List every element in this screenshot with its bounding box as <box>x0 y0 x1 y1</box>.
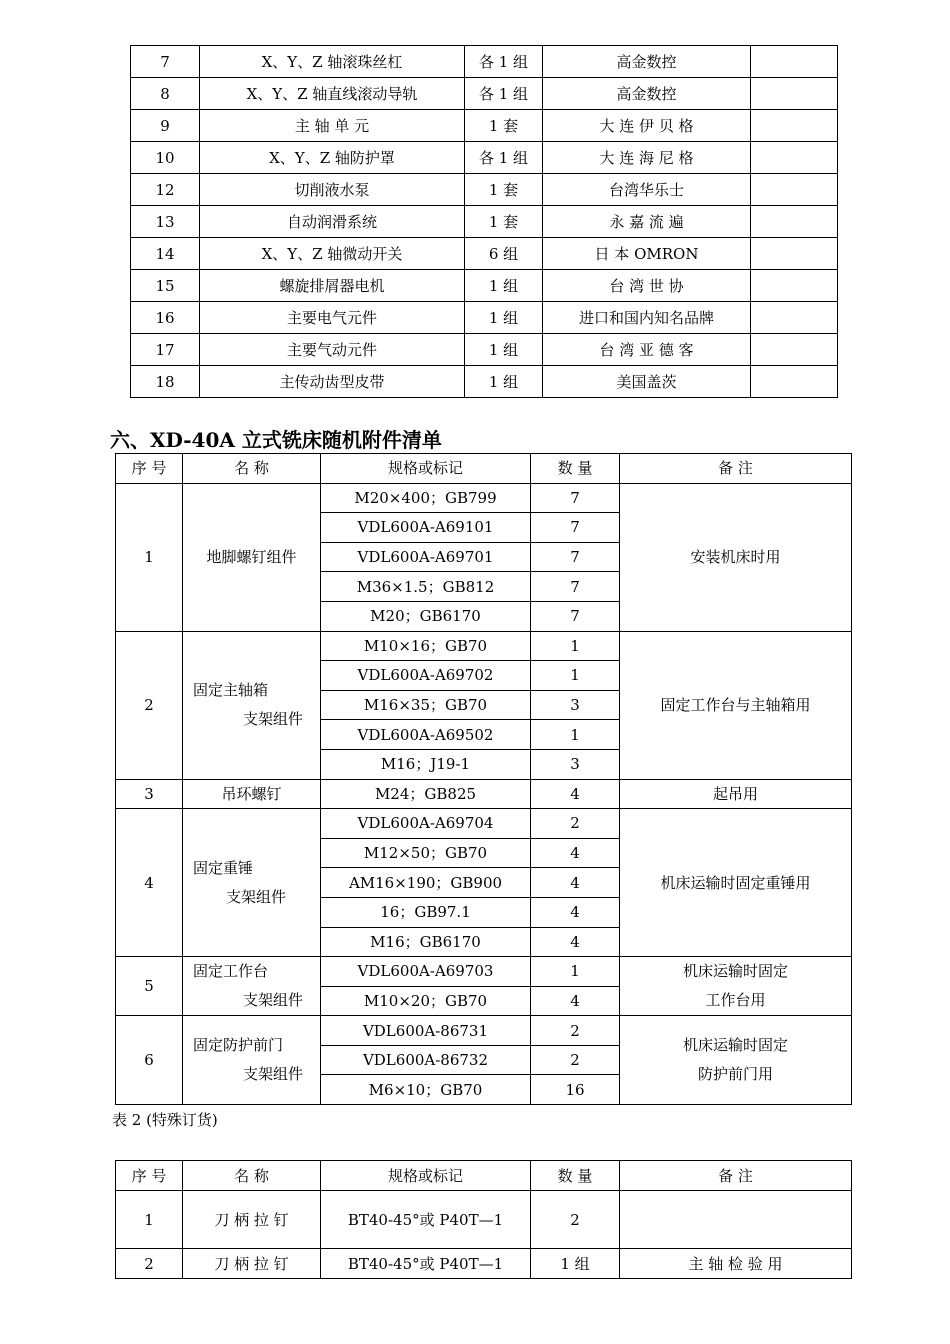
row-name: 主要电气元件 <box>200 302 465 334</box>
row-no: 14 <box>131 238 200 270</box>
group-note <box>620 631 852 779</box>
row-spec: M24；GB825 <box>321 779 531 809</box>
group-name <box>183 631 321 779</box>
row-qty: 2 <box>531 809 620 839</box>
row-qty: 1 <box>531 957 620 987</box>
row-qty: 1 组 <box>531 1249 620 1279</box>
row-remark <box>751 142 838 174</box>
row-note: 主 轴 检 验 用 <box>620 1249 852 1279</box>
row-remark <box>751 46 838 78</box>
row-name: 切削液水泵 <box>200 174 465 206</box>
group-name-line2: 支架组件 <box>243 991 304 1010</box>
row-spec: BT40-45°或 P40T—1 <box>321 1191 531 1249</box>
row-qty: 1 组 <box>465 270 543 302</box>
row-spec: VDL600A-86731 <box>321 1016 531 1046</box>
row-name: 主 轴 单 元 <box>200 110 465 142</box>
row-qty: 1 <box>531 631 620 661</box>
row-qty: 1 组 <box>465 302 543 334</box>
parts-table-body <box>131 46 838 398</box>
row-spec: BT40-45°或 P40T—1 <box>321 1249 531 1279</box>
table-row <box>131 270 838 302</box>
row-qty: 7 <box>531 513 620 543</box>
group-name-line1: 固定工作台 <box>193 962 269 981</box>
row-brand: 美国盖茨 <box>543 366 751 398</box>
group-no: 6 <box>116 1016 183 1105</box>
table-row <box>131 174 838 206</box>
group-name-line1: 吊环螺钉 <box>221 784 282 803</box>
row-no: 13 <box>131 206 200 238</box>
group-name-line1: 固定重锤 <box>193 858 254 877</box>
row-name: X、Y、Z 轴直线滚动导轨 <box>200 78 465 110</box>
row-qty: 1 组 <box>465 334 543 366</box>
row-qty: 6 组 <box>465 238 543 270</box>
table-row <box>116 1249 852 1279</box>
table-row <box>131 334 838 366</box>
group-name <box>183 779 321 809</box>
table-row <box>131 302 838 334</box>
special-order-table <box>115 1160 852 1279</box>
header-spec: 规格或标记 <box>321 1161 531 1191</box>
header-note: 备 注 <box>620 1161 852 1191</box>
section-heading: 六、XD-40A 立式铣床随机附件清单 <box>110 428 442 452</box>
group-name <box>183 1016 321 1105</box>
row-qty: 16 <box>531 1075 620 1105</box>
row-qty: 7 <box>531 483 620 513</box>
row-spec: M20×400；GB799 <box>321 483 531 513</box>
row-qty: 2 <box>531 1191 620 1249</box>
table2-caption: 表 2 (特殊订货) <box>112 1111 218 1129</box>
row-name: 螺旋排屑器电机 <box>200 270 465 302</box>
group-note-line1: 固定工作台与主轴箱用 <box>660 696 811 715</box>
row-remark <box>751 110 838 142</box>
row-no: 17 <box>131 334 200 366</box>
row-no: 18 <box>131 366 200 398</box>
row-qty: 1 套 <box>465 206 543 238</box>
row-spec: VDL600A-A69702 <box>321 661 531 691</box>
header-qty: 数 量 <box>531 1161 620 1191</box>
row-qty: 1 套 <box>465 174 543 206</box>
row-qty: 2 <box>531 1016 620 1046</box>
group-name <box>183 957 321 1016</box>
row-qty: 4 <box>531 897 620 927</box>
accessory-table <box>115 453 852 1105</box>
special-order-table-body <box>116 1161 852 1279</box>
table-row <box>116 1016 852 1046</box>
group-note <box>620 779 852 809</box>
row-name: X、Y、Z 轴微动开关 <box>200 238 465 270</box>
group-note-line2: 防护前门用 <box>697 1065 773 1084</box>
header-name: 名 称 <box>183 454 321 484</box>
row-spec: M16；J19-1 <box>321 749 531 779</box>
group-name-line2: 支架组件 <box>243 1065 304 1084</box>
group-note <box>620 1016 852 1105</box>
row-no: 16 <box>131 302 200 334</box>
header-spec: 规格或标记 <box>321 454 531 484</box>
row-spec: VDL600A-A69502 <box>321 720 531 750</box>
row-remark <box>751 302 838 334</box>
group-name-line1: 固定主轴箱 <box>193 681 269 700</box>
group-note <box>620 483 852 631</box>
row-remark <box>751 366 838 398</box>
row-qty: 各 1 组 <box>465 142 543 174</box>
row-spec: M16×35；GB70 <box>321 690 531 720</box>
row-name: 主要气动元件 <box>200 334 465 366</box>
table-row <box>116 779 852 809</box>
table-row <box>131 46 838 78</box>
row-brand: 日 本 OMRON <box>543 238 751 270</box>
table-row <box>131 142 838 174</box>
row-no: 7 <box>131 46 200 78</box>
row-brand: 台湾华乐士 <box>543 174 751 206</box>
row-qty: 4 <box>531 927 620 957</box>
group-name <box>183 809 321 957</box>
row-spec: M20；GB6170 <box>321 601 531 631</box>
row-brand: 高金数控 <box>543 46 751 78</box>
group-name-line2: 支架组件 <box>243 710 304 729</box>
row-name: 主传动齿型皮带 <box>200 366 465 398</box>
row-brand: 台 湾 世 协 <box>543 270 751 302</box>
table-row <box>131 238 838 270</box>
special-header-row <box>116 1161 852 1191</box>
header-no: 序 号 <box>116 454 183 484</box>
row-spec: VDL600A-86732 <box>321 1045 531 1075</box>
table-row <box>116 1191 852 1249</box>
row-spec: M10×20；GB70 <box>321 986 531 1016</box>
group-name-line2: 支架组件 <box>226 887 287 906</box>
row-no: 2 <box>116 1249 183 1279</box>
row-name: X、Y、Z 轴滚珠丝杠 <box>200 46 465 78</box>
row-qty: 4 <box>531 779 620 809</box>
group-no: 1 <box>116 483 183 631</box>
group-no: 2 <box>116 631 183 779</box>
group-note-line1: 安装机床时用 <box>690 548 781 567</box>
row-qty: 各 1 组 <box>465 46 543 78</box>
header-note: 备 注 <box>620 454 852 484</box>
row-remark <box>751 238 838 270</box>
row-qty: 4 <box>531 986 620 1016</box>
table-row <box>116 631 852 661</box>
row-brand: 永 嘉 流 遍 <box>543 206 751 238</box>
row-brand: 台 湾 亚 德 客 <box>543 334 751 366</box>
row-remark <box>751 206 838 238</box>
group-note-line1: 机床运输时固定重锤用 <box>660 873 811 892</box>
row-qty: 3 <box>531 749 620 779</box>
row-note <box>620 1191 852 1249</box>
group-note-line1: 起吊用 <box>712 784 758 803</box>
row-qty: 4 <box>531 838 620 868</box>
row-spec: VDL600A-A69704 <box>321 809 531 839</box>
row-remark <box>751 174 838 206</box>
row-no: 10 <box>131 142 200 174</box>
group-note-line2: 工作台用 <box>705 991 766 1010</box>
group-note-line1: 机床运输时固定 <box>682 1036 788 1055</box>
group-no: 4 <box>116 809 183 957</box>
row-name: 刀 柄 拉 钉 <box>183 1249 321 1279</box>
row-remark <box>751 270 838 302</box>
group-note <box>620 957 852 1016</box>
table-row <box>116 957 852 987</box>
row-qty: 2 <box>531 1045 620 1075</box>
row-spec: VDL600A-A69101 <box>321 513 531 543</box>
accessory-header-row <box>116 454 852 484</box>
group-name <box>183 483 321 631</box>
row-spec: M16；GB6170 <box>321 927 531 957</box>
row-qty: 1 套 <box>465 110 543 142</box>
row-name: X、Y、Z 轴防护罩 <box>200 142 465 174</box>
group-name-line1: 地脚螺钉组件 <box>206 548 297 567</box>
header-name: 名 称 <box>183 1161 321 1191</box>
row-spec: VDL600A-A69703 <box>321 957 531 987</box>
row-remark <box>751 334 838 366</box>
row-spec: M6×10；GB70 <box>321 1075 531 1105</box>
row-qty: 7 <box>531 542 620 572</box>
row-qty: 1 <box>531 720 620 750</box>
row-no: 15 <box>131 270 200 302</box>
table-row <box>116 483 852 513</box>
row-name: 刀 柄 拉 钉 <box>183 1191 321 1249</box>
row-qty: 1 组 <box>465 366 543 398</box>
table-row <box>131 206 838 238</box>
row-brand: 大 连 伊 贝 格 <box>543 110 751 142</box>
row-remark <box>751 78 838 110</box>
table-row <box>131 110 838 142</box>
row-brand: 高金数控 <box>543 78 751 110</box>
group-note <box>620 809 852 957</box>
row-no: 1 <box>116 1191 183 1249</box>
row-qty: 7 <box>531 601 620 631</box>
row-name: 自动润滑系统 <box>200 206 465 238</box>
row-spec: 16；GB97.1 <box>321 897 531 927</box>
row-spec: M10×16；GB70 <box>321 631 531 661</box>
row-qty: 1 <box>531 661 620 691</box>
header-qty: 数 量 <box>531 454 620 484</box>
group-name-line1: 固定防护前门 <box>193 1036 284 1055</box>
parts-table <box>130 45 838 398</box>
group-no: 5 <box>116 957 183 1016</box>
row-spec: AM16×190；GB900 <box>321 868 531 898</box>
row-spec: VDL600A-A69701 <box>321 542 531 572</box>
table-row <box>131 366 838 398</box>
row-qty: 4 <box>531 868 620 898</box>
row-qty: 3 <box>531 690 620 720</box>
table-row <box>131 78 838 110</box>
accessory-table-body <box>116 454 852 1105</box>
row-brand: 进口和国内知名品牌 <box>543 302 751 334</box>
row-no: 9 <box>131 110 200 142</box>
row-qty: 各 1 组 <box>465 78 543 110</box>
row-spec: M36×1.5；GB812 <box>321 572 531 602</box>
table-row <box>116 809 852 839</box>
header-no: 序 号 <box>116 1161 183 1191</box>
group-note-line1: 机床运输时固定 <box>682 962 788 981</box>
group-no: 3 <box>116 779 183 809</box>
row-spec: M12×50；GB70 <box>321 838 531 868</box>
row-no: 12 <box>131 174 200 206</box>
row-no: 8 <box>131 78 200 110</box>
row-brand: 大 连 海 尼 格 <box>543 142 751 174</box>
row-qty: 7 <box>531 572 620 602</box>
